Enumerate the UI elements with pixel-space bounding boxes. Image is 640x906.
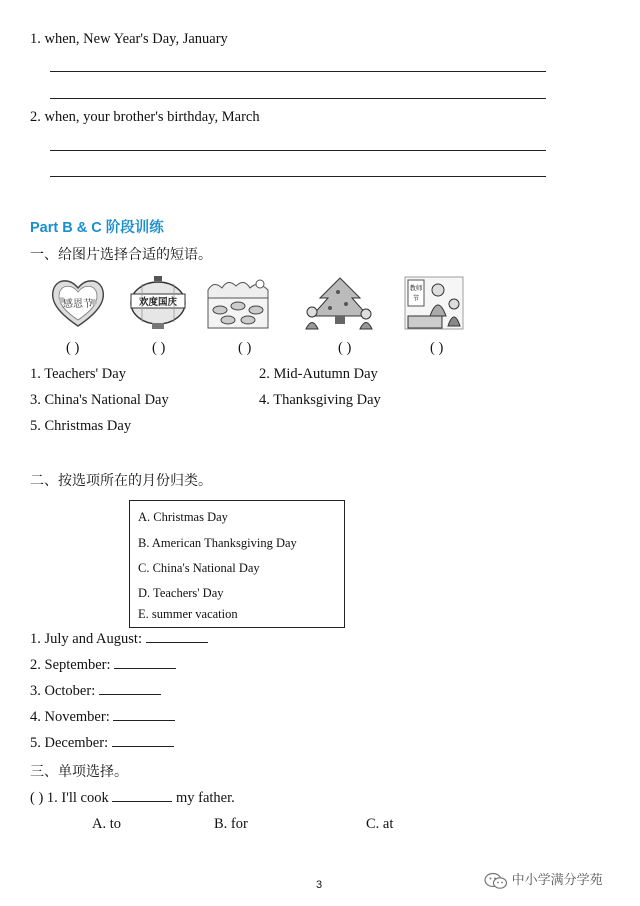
question-2: 2. when, your brother's birthday, March	[30, 109, 260, 125]
svg-text:教师: 教师	[409, 284, 423, 292]
question-1: 1. when, New Year's Day, January	[30, 31, 228, 47]
heart-thanks-icon	[48, 276, 108, 330]
month-item: 4. November:	[30, 708, 175, 726]
watermark: 中小学满分学苑	[484, 869, 603, 890]
month-item: 3. October:	[30, 682, 161, 700]
answer-line[interactable]	[50, 176, 546, 177]
teacher-classroom-icon	[404, 276, 464, 330]
choice-b[interactable]: B. for	[214, 816, 248, 832]
option-item: 3. China's National Day	[30, 392, 169, 408]
box-option: A. Christmas Day	[138, 510, 228, 524]
answer-blank[interactable]	[146, 630, 208, 643]
option-item: 4. Thanksgiving Day	[259, 392, 381, 408]
options-box	[129, 500, 345, 628]
answer-blank[interactable]	[99, 682, 161, 695]
choice-c[interactable]: C. at	[366, 816, 394, 832]
page-number: 3	[316, 879, 323, 891]
answer-line[interactable]	[50, 98, 546, 99]
wechat-icon	[484, 872, 508, 890]
box-option: B. American Thanksgiving Day	[138, 536, 297, 550]
part3-heading: 三、单项选择。	[30, 764, 128, 780]
answer-paren[interactable]: ( )	[152, 340, 166, 356]
choice-a[interactable]: A. to	[92, 816, 121, 832]
christmas-tree-icon	[300, 276, 376, 330]
answer-paren[interactable]: ( )	[430, 340, 444, 356]
answer-blank[interactable]	[112, 789, 172, 802]
month-item: 1. July and August:	[30, 630, 208, 648]
option-item: 5. Christmas Day	[30, 418, 132, 434]
svg-text:节: 节	[412, 294, 420, 302]
answer-paren[interactable]: ( )	[238, 340, 252, 356]
svg-text:欢度国庆: 欢度国庆	[138, 297, 178, 308]
svg-text:感恩节: 感恩节	[63, 299, 93, 310]
part1-heading: 一、给图片选择合适的短语。	[30, 247, 212, 263]
answer-paren[interactable]: ( )	[30, 790, 44, 806]
option-item: 1. Teachers' Day	[30, 366, 126, 382]
box-option: E. summer vacation	[138, 607, 238, 621]
section-title: Part B & C 阶段训练	[30, 220, 164, 236]
box-option: C. China's National Day	[138, 561, 260, 575]
answer-line[interactable]	[50, 71, 546, 72]
answer-paren[interactable]: ( )	[338, 340, 352, 356]
lantern-national-day-icon	[128, 276, 188, 330]
option-item: 2. Mid-Autumn Day	[259, 366, 378, 382]
answer-line[interactable]	[50, 150, 546, 151]
answer-blank[interactable]	[113, 708, 175, 721]
mooncake-feast-icon	[206, 276, 270, 330]
answer-blank[interactable]	[114, 656, 176, 669]
part2-heading: 二、按选项所在的月份归类。	[30, 473, 212, 489]
answer-blank[interactable]	[112, 734, 174, 747]
mc-question-1: ( ) 1. I'll cook my father.	[30, 790, 235, 806]
box-option: D. Teachers' Day	[138, 586, 224, 600]
month-item: 5. December:	[30, 734, 174, 752]
answer-paren[interactable]: ( )	[66, 340, 80, 356]
month-item: 2. September:	[30, 656, 176, 674]
